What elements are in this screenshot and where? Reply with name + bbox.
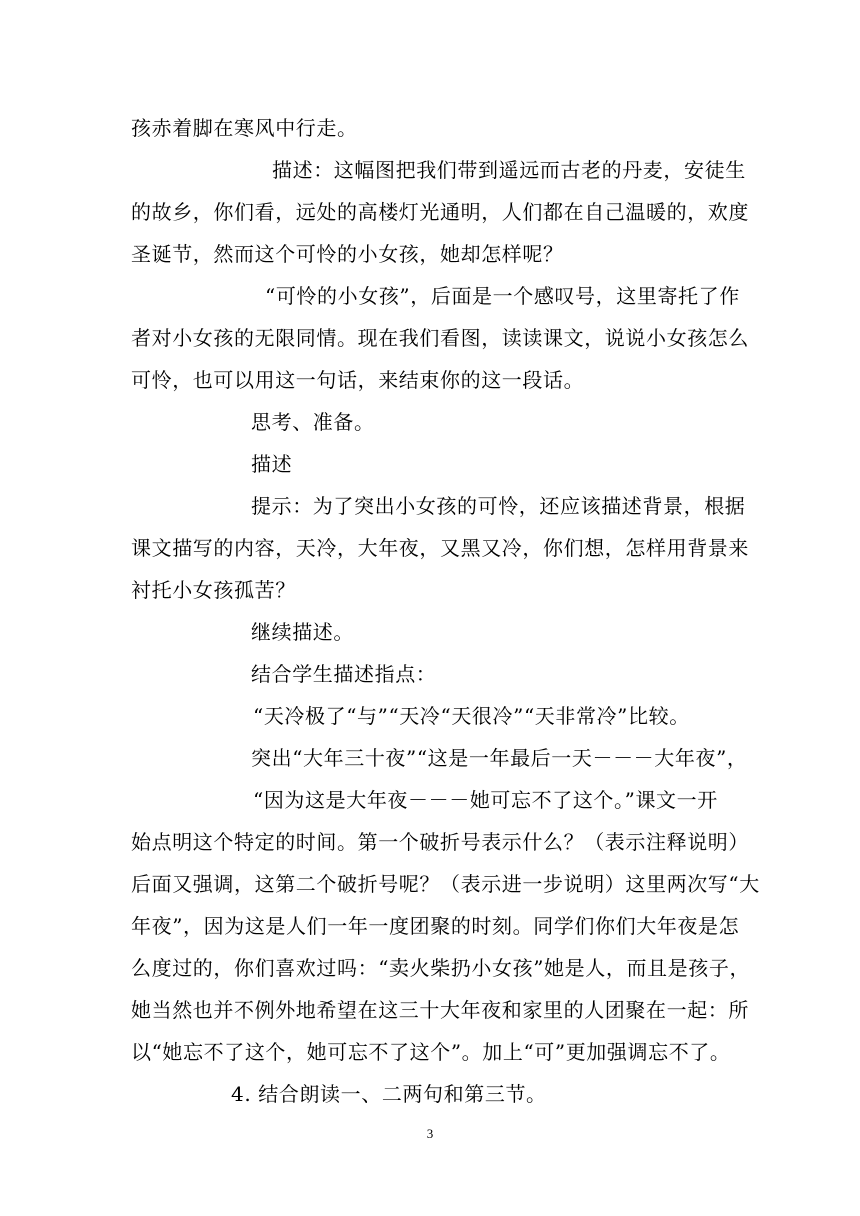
text-line: “可怜的小女孩”，后面是一个感叹号，这里寄托了作: [265, 284, 740, 308]
text-line: 后面又强调，这第二个破折号呢？（表示进一步说明）这里两次写“大: [131, 872, 760, 896]
text-line: 她当然也并不例外地希望在这三十大年夜和家里的人团聚在一起：所: [131, 998, 749, 1022]
text-line: 结合学生描述指点：: [251, 662, 437, 686]
text-line: 年夜”，因为这是人们一年一度团聚的时刻。同学们你们大年夜是怎: [131, 914, 740, 938]
text-line: 描述: [251, 452, 293, 476]
text-line: 圣诞节，然而这个可怜的小女孩，她却怎样呢？: [131, 242, 564, 266]
text-line: 可怜，也可以用这一句话，来结束你的这一段话。: [131, 368, 585, 392]
page-number: 3: [426, 1126, 434, 1141]
text-line: 继续描述。: [251, 620, 354, 644]
text-line: 者对小女孩的无限同情。现在我们看图，读读课文，说说小女孩怎么: [131, 326, 749, 350]
text-line: 的故乡，你们看，远处的高楼灯光通明，人们都在自己温暖的，欢度: [131, 200, 749, 224]
text-line: “因为这是大年夜－－－她可忘不了这个。”课文一开: [253, 788, 718, 812]
text-line: 4. 结合朗读一、二两句和第三节。: [231, 1082, 547, 1106]
text-line: 突出“大年三十夜”“这是一年最后一天－－－大年夜”，: [251, 746, 748, 770]
text-line: “天冷极了“与”“天冷“天很冷”“天非常冷”比较。: [253, 704, 690, 728]
text-line: 孩赤着脚在寒风中行走。: [131, 116, 358, 140]
text-line: 衬托小女孩孤苦？: [131, 578, 296, 602]
text-line: 以“她忘不了这个，她可忘不了这个”。加上“可”更加强调忘不了。: [131, 1040, 731, 1064]
text-line: 么度过的，你们喜欢过吗：“卖火柴扔小女孩”她是人，而且是孩子，: [131, 956, 751, 980]
text-line: 课文描写的内容，天冷，大年夜，又黑又冷，你们想，怎样用背景来: [131, 536, 749, 560]
text-line: 思考、准备。: [251, 410, 375, 434]
text-line: 提示：为了突出小女孩的可怜，还应该描述背景，根据: [251, 494, 746, 518]
text-line: 始点明这个特定的时间。第一个破折号表示什么？（表示注释说明）: [131, 830, 749, 854]
text-line: 描述：这幅图把我们带到遥远而古老的丹麦，安徒生: [272, 158, 746, 182]
